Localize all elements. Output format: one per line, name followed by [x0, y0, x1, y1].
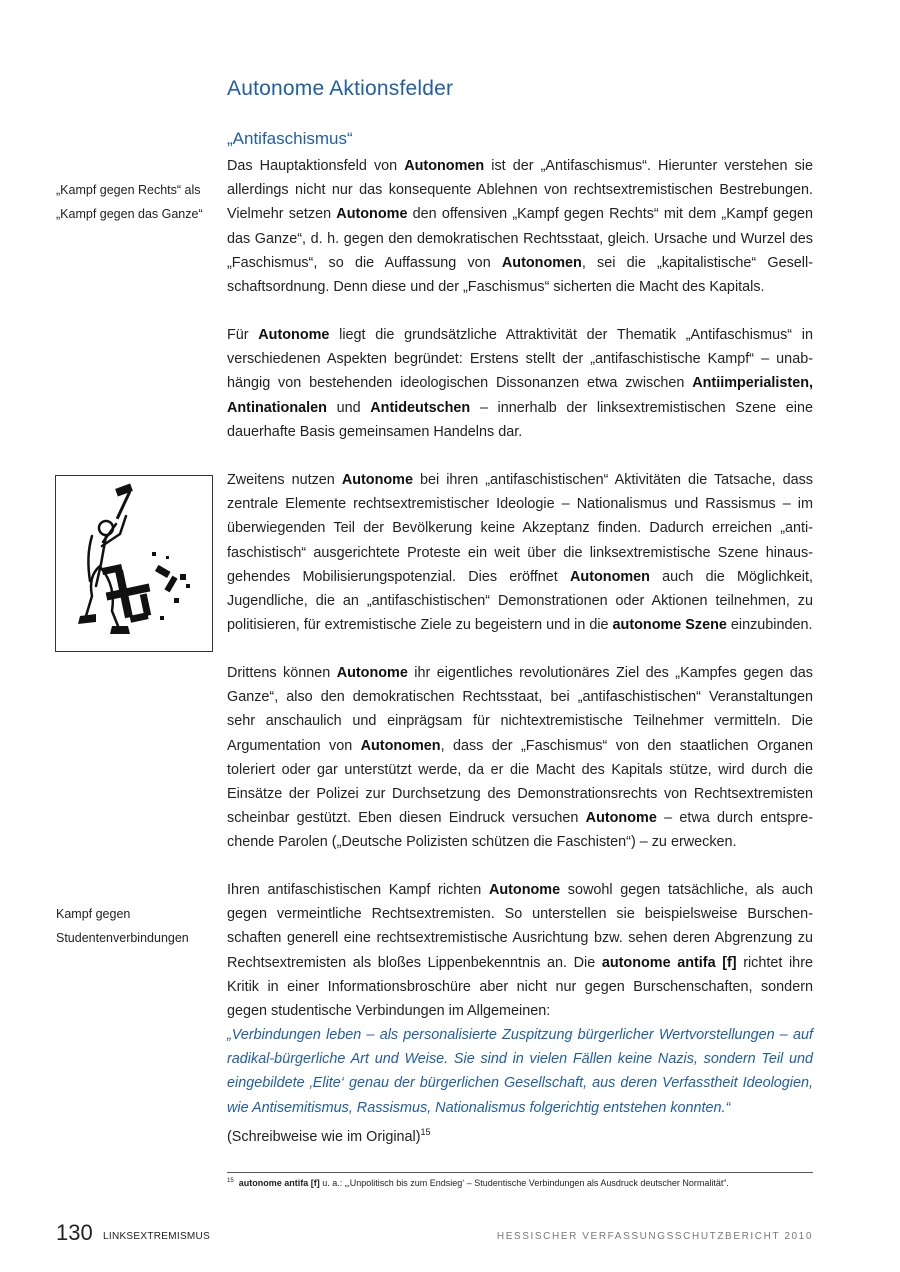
paragraph-2 [227, 323, 813, 444]
footnote-number: 15 [227, 1178, 234, 1184]
text-run: bei ihren „antifaschistischen“ Aktivitäten die Tatsache, dass zentrale Elemente rechtsextremistischer Ideologie – Nationalismus und Rassismus – im überwiegenden Teil der Bevölkerung keine Akzeptanz finden. Dadurch erreichen „antifaschistisch“ ausgerichtete Proteste ein weit über die linksextremistische Szene hinausgehendes Mobilisierungspotenzial. Dies eröffnet [227, 472, 813, 585]
footer-section-name: LINKSEXTREMISMUS [103, 1231, 211, 1242]
text-run: – innerhalb der linksextremistischen Szene eine dauerhafte Basis gemeinsamen Handelns dar. [227, 399, 813, 440]
text-run: auch die Möglichkeit, Jugendliche, die an „antifaschistischen“ Demonstrationen oder Aktionen teilnehmen, zu politisieren, für extremistische Ziele zu begeistern und in die [227, 568, 813, 634]
text-run: , sei die „kapitalistische“ Gesellschaftsordnung. Denn diese und der „Faschismus“ sicherten die Macht des Kapitals. [227, 254, 813, 296]
margin-note-studentenverbindungen [56, 902, 206, 950]
page-number: 130 [56, 1220, 93, 1245]
footnote-reference: 15 [420, 1126, 431, 1137]
emphasized-term: Autonomen [404, 158, 485, 174]
text-run: sowohl gegen tatsächliche, als auch gegen vermeintliche Rechtsextremisten. So unterstellen sie beispielsweise Burschenschaften generell eine rechtsextremistische Ausrichtung bzw. sehen deren Abgrenzung zu Rechtsextremisten als bloßes Lippenbekenntnis an. Die [227, 882, 813, 971]
emphasized-term: autonome Szene [612, 617, 727, 634]
margin-note-kampf-gegen-rechts [56, 178, 206, 226]
footer-report-title: HESSISCHER VERFASSUNGSSCHUTZBERICHT 2010 [496, 1231, 813, 1242]
text-run: Ihren antifaschistischen Kampf richten [227, 882, 489, 898]
text-run: Für [227, 327, 259, 343]
text-run: Drittens können [227, 665, 337, 681]
quote-text: „Verbindungen leben – als personalisierte Zuspitzung bürgerlicher Wertvorstellungen – auf radikal-bürgerliche Art und Weise. Sie sind in vielen Fällen keine Nazis, sondern Teil und eingebildete ‚Elite‘ genau der bürgerlichen Gesellschaft, aus deren Verfasstheit Ideologien, wie Antisemitismus, Rassismus, Nationalismus folgerichtig entstehen konnten.“ [227, 1027, 813, 1116]
emphasized-term: Autonomen [360, 737, 441, 754]
footnote-divider [227, 1172, 813, 1173]
subsection-heading: „Antifaschismus“ [227, 129, 353, 148]
emphasized-term: Antideutschen [370, 399, 471, 416]
block-quote [227, 1023, 813, 1149]
emphasized-term: Autonome [336, 206, 408, 223]
text-run: Das Hauptaktionsfeld von [227, 158, 405, 174]
footnote-text: u. a.: „‚Unpolitisch bis zum Endsieg‘ – Studentische Verbindungen als Ausdruck deutscher Normalität“. [319, 1178, 729, 1188]
emphasized-term: Autonomen [570, 568, 650, 585]
footnote [227, 1175, 827, 1189]
margin-note-line: „Kampf gegen Rechts“ als [56, 183, 201, 197]
quote-source: (Schreibweise wie im Original) [227, 1128, 421, 1145]
text-run: ihr eigentliches revolutionäres Ziel des „Kampfes gegen das Ganze“, also den demokratischen Rechtsstaat, bei „antifaschistischen“ Veranstaltungen sehr anschaulich und einprägsam für nichtextremistische Teilnehmer vermitteln. Die Argumentation von [227, 665, 813, 754]
margin-note-line: Kampf gegen [56, 907, 131, 921]
paragraph-1 [227, 154, 813, 299]
paragraph-5 [227, 878, 813, 1023]
text-run: und [326, 399, 371, 416]
margin-note-line: Studentenverbindungen [56, 931, 189, 945]
text-run: den offensiven „Kampf gegen Rechts“ mit dem „Kampf gegen das Ganze“, d. h. gegen den demokratischen Rechtsstaat, gleich. Ursache und Wurzel des „Faschismus“, so die Auffassung von [227, 206, 813, 271]
text-run: liegt die grundsätzliche Attraktivität der Thematik „Antifaschismus“ in verschiedenen Aspekten begründet: Erstens stellt der „antifaschistische Kampf“ – unabhängig von bestehenden ideologischen Dissonanzen etwa zwischen [227, 327, 813, 392]
anti-fascist-smashing-swastika-illustration [56, 476, 212, 651]
text-run: , dass der „Faschismus“ von den staatlichen Organen toleriert oder gar unterstützt werde, da er die Macht des Kapitals stütze, wird durch die Einsätze der Polizei zur Durchsetzung des Demonstrationsrechts von Rechtsextremisten scheinbar gestützt. Eben diesen Eindruck versuchen [227, 737, 814, 827]
emphasized-term: Autonome [341, 472, 413, 488]
emphasized-term: Autonomen [501, 254, 582, 271]
emphasized-term: Autonome [488, 882, 561, 898]
margin-note-line: „Kampf gegen das Ganze“ [56, 207, 203, 221]
emphasized-term: Autonome [336, 665, 408, 681]
emphasized-term: Autonome [585, 810, 657, 827]
emphasized-term: Autonome [258, 327, 330, 343]
text-run: – etwa durch entsprechende Parolen („Deutsche Polizisten schützen die Faschisten“) – zu erwecken. [227, 810, 814, 851]
paragraph-4 [227, 661, 813, 855]
emphasized-term: autonome antifa [f] [601, 954, 737, 971]
text-run: Zweitens nutzen [227, 472, 342, 488]
text-run: ist der „Antifaschismus“. Hierunter verstehen sie allerdings nicht nur das konsequente Ablehnen von rechtsextremistischen Bestrebungen. Vielmehr setzen [227, 158, 813, 223]
footnote-author: autonome antifa [f] [238, 1178, 320, 1188]
illustration-frame [55, 475, 213, 652]
text-run: richtet ihre Kritik in einer Informationsbroschüre aber nicht nur gegen Burschenschaften, sondern gegen studentische Verbindungen im Allgemeinen: [227, 954, 813, 1020]
paragraph-3 [227, 468, 813, 637]
section-heading: Autonome Aktionsfelder [227, 77, 454, 100]
text-run: einzubinden. [726, 617, 813, 634]
emphasized-term: Antiimperialisten, Antinationalen [227, 375, 813, 416]
